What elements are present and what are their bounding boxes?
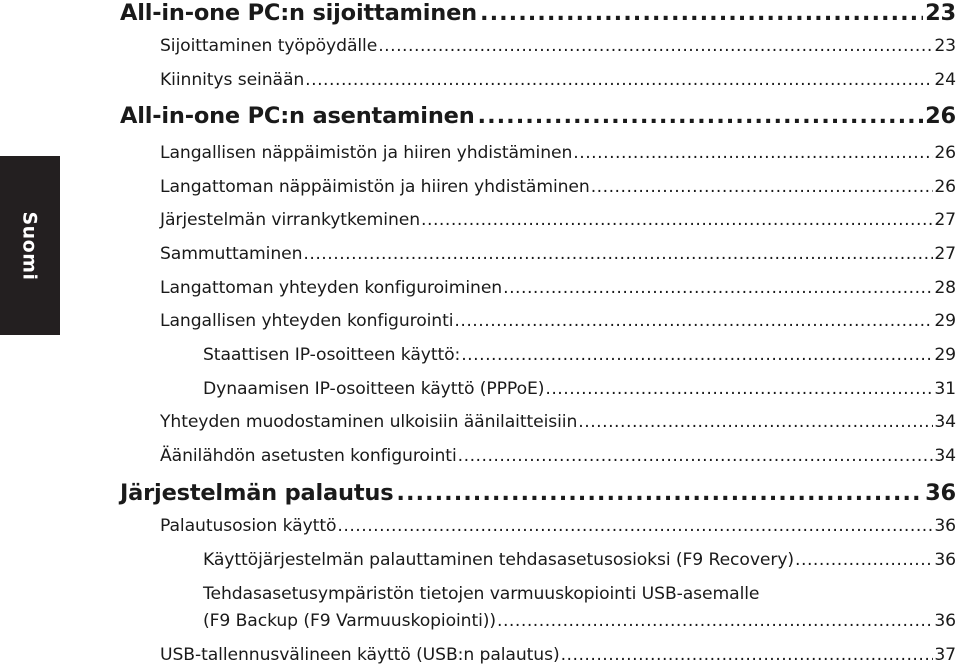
toc-leader-dots [503, 278, 933, 298]
toc-entry-title: Langallisen yhteyden konfigurointi [160, 311, 454, 331]
toc-entry[interactable] [160, 36, 956, 56]
toc-leader-dots [396, 480, 923, 506]
toc-entry-title: Kiinnitys seinään [160, 70, 305, 90]
toc-entry[interactable] [160, 143, 956, 163]
toc-entry-page: 36 [925, 480, 956, 506]
toc-entry[interactable] [160, 244, 956, 264]
toc-entry-page: 26 [934, 143, 956, 163]
toc-leader-dots [591, 177, 934, 197]
toc-leader-dots [497, 611, 933, 631]
toc-entry-title: Dynaamisen IP-osoitteen käyttö (PPPoE) [203, 379, 545, 399]
toc-leader-dots [561, 645, 934, 665]
toc-entry-page: 27 [934, 210, 956, 230]
toc-entry-title: Langattoman yhteyden konfiguroiminen [160, 278, 503, 298]
toc-entry-title: Sijoittaminen työpöydälle [160, 36, 378, 56]
toc-entry[interactable] [203, 611, 956, 631]
toc-entry-title: Yhteyden muodostaminen ulkoisiin äänilaitteisiin [160, 412, 578, 432]
toc-entry-title: USB-tallennusvälineen käyttö (USB:n palautus) [160, 645, 560, 665]
toc-leader-dots [454, 311, 933, 331]
toc-entry-page: 37 [934, 645, 956, 665]
toc-entry[interactable] [160, 70, 956, 90]
toc-entry-title: Järjestelmän palautus [120, 480, 394, 506]
toc-entry[interactable] [203, 345, 956, 365]
toc-entry-page: 27 [934, 244, 956, 264]
toc-leader-dots [378, 36, 933, 56]
toc-leader-dots [545, 379, 933, 399]
toc-entry-page: 31 [934, 379, 956, 399]
toc-entry[interactable] [160, 446, 956, 466]
toc-leader-dots [795, 550, 933, 570]
toc-entry-title: Palautusosion käyttö [160, 516, 337, 536]
toc-entry[interactable] [203, 550, 956, 570]
toc-entry-title: All-in-one PC:n asentaminen [120, 103, 475, 129]
toc-leader-dots [478, 103, 924, 129]
toc-entry-page: 34 [934, 412, 956, 432]
toc-leader-dots [480, 0, 923, 26]
toc-entry[interactable] [160, 278, 956, 298]
toc-entry-page: 34 [934, 446, 956, 466]
toc-leader-dots [461, 345, 933, 365]
toc-entry-title: Äänilähdön asetusten konfigurointi [160, 446, 457, 466]
toc-entry-title: Järjestelmän virrankytkeminen [160, 210, 421, 230]
toc-leader-dots [421, 210, 933, 230]
toc-entry-page: 26 [934, 177, 956, 197]
toc-entry-title: Staattisen IP-osoitteen käyttö: [203, 345, 461, 365]
toc-entry[interactable] [160, 311, 956, 331]
toc-entry[interactable] [120, 103, 956, 129]
toc-entry-page: 23 [934, 36, 956, 56]
toc-leader-dots [337, 516, 933, 536]
toc-entry-title: Sammuttaminen [160, 244, 303, 264]
toc-leader-dots [573, 143, 933, 163]
toc-entry-page: 36 [934, 516, 956, 536]
toc-leader-dots [458, 446, 934, 466]
toc-entry[interactable] [160, 177, 956, 197]
toc-entry-page: 29 [934, 345, 956, 365]
toc-entry-page: 29 [934, 311, 956, 331]
toc-entry-page: 23 [925, 0, 956, 26]
toc-entry-title: Langallisen näppäimistön ja hiiren yhdistäminen [160, 143, 573, 163]
toc-leader-dots [578, 412, 933, 432]
language-tab-label: Suomi [19, 210, 42, 281]
toc-entry-page: 36 [934, 550, 956, 570]
toc-entry[interactable] [160, 645, 956, 665]
toc-entry[interactable] [160, 412, 956, 432]
toc-entry-title: Langattoman näppäimistön ja hiiren yhdistäminen [160, 177, 590, 197]
toc-entry-page: 28 [934, 278, 956, 298]
toc-entry[interactable] [120, 0, 956, 26]
toc-leader-dots [305, 70, 933, 90]
toc-entry[interactable] [160, 516, 956, 536]
toc-entry-title: All-in-one PC:n sijoittaminen [120, 0, 478, 26]
toc-entry-page: 26 [925, 103, 956, 129]
toc-entry-page: 36 [934, 611, 956, 631]
toc-leader-dots [303, 244, 933, 264]
toc-entry-title: Käyttöjärjestelmän palauttaminen tehdasasetusosioksi (F9 Recovery) [203, 550, 795, 570]
toc-entry-title: (F9 Backup (F9 Varmuuskopiointi)) [203, 611, 496, 631]
toc-entry[interactable] [203, 379, 956, 399]
toc-entry-page: 24 [934, 70, 956, 90]
toc-entry[interactable] [120, 480, 956, 506]
toc-entry-title-line1[interactable]: Tehdasasetusympäristön tietojen varmuuskopiointi USB-asemalle [203, 584, 760, 604]
toc-entry[interactable] [160, 210, 956, 230]
